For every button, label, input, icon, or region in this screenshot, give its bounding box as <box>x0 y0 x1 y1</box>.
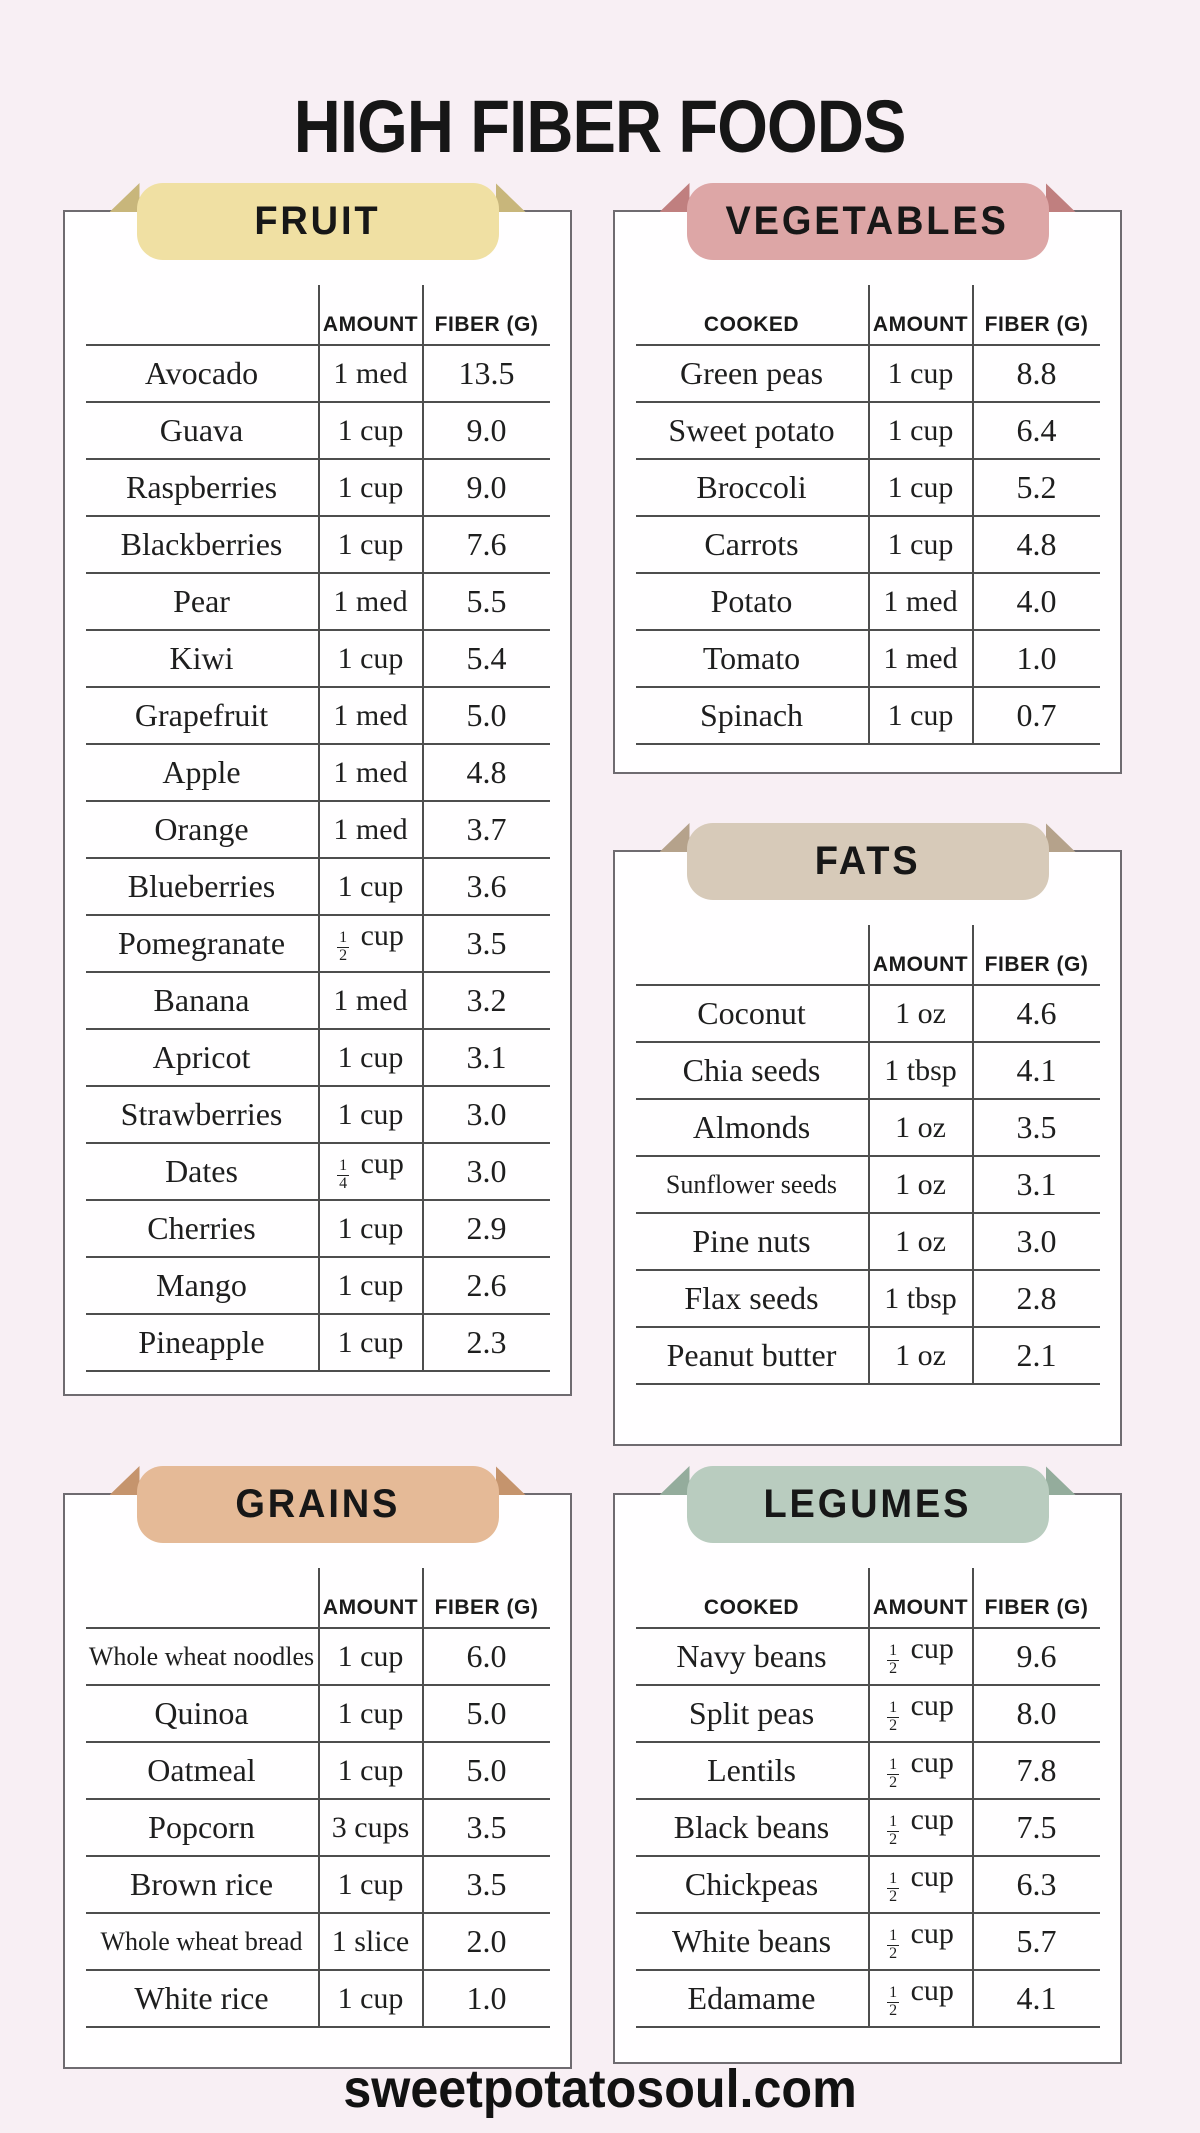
food-name: Pomegranate <box>86 915 319 972</box>
food-amount: 1 med <box>869 630 973 687</box>
fats-card <box>613 839 1122 1446</box>
food-fiber: 2.6 <box>423 1257 550 1314</box>
col-header-fiber: FIBER (G) <box>973 925 1100 985</box>
food-amount: 1 cup <box>319 1970 423 2027</box>
food-name: Lentils <box>636 1742 869 1799</box>
food-name: Quinoa <box>86 1685 319 1742</box>
table-row <box>636 630 1100 687</box>
fats-table <box>636 925 1100 1385</box>
grains-card <box>63 1482 572 2069</box>
food-amount: 1 cup <box>319 1628 423 1685</box>
table-row <box>86 345 550 402</box>
table-row <box>636 1970 1100 2027</box>
food-fiber: 4.6 <box>973 985 1100 1042</box>
table-row <box>86 1314 550 1371</box>
food-fiber: 5.0 <box>423 1742 550 1799</box>
fraction-one-half: $\frac{1}{2}$ <box>889 1642 898 1677</box>
food-amount: 1 med <box>869 573 973 630</box>
food-name: Carrots <box>636 516 869 573</box>
table-row <box>86 915 550 972</box>
food-fiber: 4.8 <box>973 516 1100 573</box>
table-row <box>636 1799 1100 1856</box>
food-name: Chickpeas <box>636 1856 869 1913</box>
food-name: Sweet potato <box>636 402 869 459</box>
fruit-table <box>86 285 550 1372</box>
header-row <box>86 1568 550 1628</box>
food-name: White beans <box>636 1913 869 1970</box>
food-name: Potato <box>636 573 869 630</box>
food-fiber: 8.8 <box>973 345 1100 402</box>
food-name: Edamame <box>636 1970 869 2027</box>
table-row <box>636 459 1100 516</box>
table-row <box>86 1856 550 1913</box>
table-row <box>636 345 1100 402</box>
food-amount: $\frac{1}{2}$ cup <box>869 1685 973 1742</box>
food-name: Split peas <box>636 1685 869 1742</box>
food-name: Blackberries <box>86 516 319 573</box>
food-amount: 1 oz <box>869 1213 973 1270</box>
food-fiber: 3.2 <box>423 972 550 1029</box>
header-row <box>86 285 550 345</box>
fruit-card <box>63 199 572 1396</box>
fruit-tab <box>137 183 499 260</box>
food-name: White rice <box>86 1970 319 2027</box>
tab-fold-right-icon <box>1046 183 1076 212</box>
col-header-fiber: FIBER (G) <box>423 1568 550 1628</box>
table-row <box>86 1086 550 1143</box>
food-fiber: 5.0 <box>423 1685 550 1742</box>
table-row <box>86 1742 550 1799</box>
food-fiber: 7.6 <box>423 516 550 573</box>
food-fiber: 9.0 <box>423 459 550 516</box>
food-amount: $\frac{1}{2}$ cup <box>869 1856 973 1913</box>
table-row <box>86 630 550 687</box>
food-fiber: 3.5 <box>423 915 550 972</box>
tab-fold-right-icon <box>1046 1466 1076 1495</box>
tab-fold-right-icon <box>496 1466 526 1495</box>
food-amount: 1 med <box>319 972 423 1029</box>
table-row <box>86 1913 550 1970</box>
food-name: Oatmeal <box>86 1742 319 1799</box>
food-amount: 1 cup <box>869 345 973 402</box>
col-header-amount: AMOUNT <box>869 285 973 345</box>
food-amount: 1 tbsp <box>869 1042 973 1099</box>
food-name: Blueberries <box>86 858 319 915</box>
food-fiber: 3.0 <box>423 1086 550 1143</box>
table-row <box>636 1856 1100 1913</box>
tab-fold-left-icon <box>110 1466 140 1495</box>
food-fiber: 6.3 <box>973 1856 1100 1913</box>
food-fiber: 3.6 <box>423 858 550 915</box>
food-fiber: 2.1 <box>973 1327 1100 1384</box>
table-row <box>636 1270 1100 1327</box>
food-fiber: 1.0 <box>973 630 1100 687</box>
table-row <box>86 858 550 915</box>
food-name: Dates <box>86 1143 319 1200</box>
col-header-amount: AMOUNT <box>319 285 423 345</box>
table-row <box>86 1257 550 1314</box>
food-fiber: 5.0 <box>423 687 550 744</box>
food-name: Tomato <box>636 630 869 687</box>
tab-fold-left-icon <box>660 183 690 212</box>
table-row <box>86 402 550 459</box>
food-amount: 1 cup <box>319 1257 423 1314</box>
food-fiber: 2.0 <box>423 1913 550 1970</box>
fraction-one-half: $\frac{1}{2}$ <box>889 1870 898 1905</box>
food-amount: $\frac{1}{2}$ cup <box>869 1970 973 2027</box>
food-amount: 1 cup <box>319 858 423 915</box>
website-url: sweetpotatosoul.com <box>343 2059 857 2119</box>
food-fiber: 3.1 <box>973 1156 1100 1213</box>
table-row <box>636 402 1100 459</box>
table-row <box>636 1742 1100 1799</box>
food-name: Flax seeds <box>636 1270 869 1327</box>
fraction-one-half: $\frac{1}{2}$ <box>339 929 348 964</box>
food-name: Apricot <box>86 1029 319 1086</box>
food-name: Navy beans <box>636 1628 869 1685</box>
food-fiber: 5.5 <box>423 573 550 630</box>
food-name: Mango <box>86 1257 319 1314</box>
food-name: Chia seeds <box>636 1042 869 1099</box>
table-row <box>636 1327 1100 1384</box>
table-row <box>636 573 1100 630</box>
fraction-one-half: $\frac{1}{2}$ <box>889 1813 898 1848</box>
header-row <box>636 925 1100 985</box>
col-header-fiber: FIBER (G) <box>423 285 550 345</box>
table-row <box>86 1628 550 1685</box>
food-fiber: 8.0 <box>973 1685 1100 1742</box>
food-amount: 1 med <box>319 687 423 744</box>
food-amount: 1 oz <box>869 985 973 1042</box>
fraction-one-quarter: $\frac{1}{4}$ <box>339 1157 348 1192</box>
food-fiber: 4.1 <box>973 1970 1100 2027</box>
food-amount: 1 slice <box>319 1913 423 1970</box>
header-row <box>636 285 1100 345</box>
header-row <box>636 1568 1100 1628</box>
food-amount: $\frac{1}{2}$ cup <box>869 1913 973 1970</box>
tab-fold-right-icon <box>1046 823 1076 852</box>
food-amount: $\frac{1}{2}$ cup <box>319 915 423 972</box>
food-amount: 1 tbsp <box>869 1270 973 1327</box>
fraction-one-half: $\frac{1}{2}$ <box>889 1756 898 1791</box>
food-fiber: 3.1 <box>423 1029 550 1086</box>
page-title: HIGH FIBER FOODS <box>294 84 906 168</box>
legumes-table <box>636 1568 1100 2028</box>
food-fiber: 13.5 <box>423 345 550 402</box>
tab-fold-left-icon <box>660 823 690 852</box>
fraction-one-half: $\frac{1}{2}$ <box>889 1699 898 1734</box>
food-name: Strawberries <box>86 1086 319 1143</box>
col-header-amount: AMOUNT <box>319 1568 423 1628</box>
food-fiber: 6.4 <box>973 402 1100 459</box>
legumes-tab <box>687 1466 1049 1543</box>
vegetables-card <box>613 199 1122 774</box>
food-name: Broccoli <box>636 459 869 516</box>
fraction-one-half: $\frac{1}{2}$ <box>889 1927 898 1962</box>
table-row <box>636 1913 1100 1970</box>
food-amount: 1 cup <box>319 1200 423 1257</box>
food-amount: 1 oz <box>869 1327 973 1384</box>
food-name: Sunflower seeds <box>636 1156 869 1213</box>
food-name: Whole wheat noodles <box>86 1628 319 1685</box>
col-header-cooked <box>86 1568 319 1628</box>
table-row <box>86 1799 550 1856</box>
table-row <box>86 744 550 801</box>
food-amount: 3 cups <box>319 1799 423 1856</box>
food-fiber: 7.5 <box>973 1799 1100 1856</box>
food-name: Raspberries <box>86 459 319 516</box>
table-row <box>86 801 550 858</box>
table-row <box>636 1042 1100 1099</box>
food-amount: $\frac{1}{4}$ cup <box>319 1143 423 1200</box>
food-name: Brown rice <box>86 1856 319 1913</box>
table-row <box>636 516 1100 573</box>
food-amount: 1 cup <box>319 630 423 687</box>
table-row <box>86 1143 550 1200</box>
food-amount: 1 cup <box>319 1314 423 1371</box>
food-fiber: 4.0 <box>973 573 1100 630</box>
food-amount: 1 cup <box>319 402 423 459</box>
table-row <box>636 1628 1100 1685</box>
food-fiber: 2.3 <box>423 1314 550 1371</box>
food-name: Black beans <box>636 1799 869 1856</box>
food-amount: 1 cup <box>869 516 973 573</box>
food-amount: 1 cup <box>869 459 973 516</box>
food-amount: 1 cup <box>869 402 973 459</box>
fraction-one-half: $\frac{1}{2}$ <box>889 1984 898 2019</box>
food-amount: 1 cup <box>869 687 973 744</box>
food-amount: 1 med <box>319 744 423 801</box>
table-row <box>86 687 550 744</box>
vegetables-table <box>636 285 1100 745</box>
tab-fold-left-icon <box>660 1466 690 1495</box>
fruit-tab-label: FRUIT <box>254 199 381 243</box>
food-name: Green peas <box>636 345 869 402</box>
food-amount: 1 oz <box>869 1156 973 1213</box>
food-amount: $\frac{1}{2}$ cup <box>869 1742 973 1799</box>
food-fiber: 3.5 <box>423 1856 550 1913</box>
fats-tab-label: FATS <box>814 839 921 883</box>
food-name: Popcorn <box>86 1799 319 1856</box>
table-row <box>86 573 550 630</box>
food-name: Avocado <box>86 345 319 402</box>
food-amount: 1 cup <box>319 1685 423 1742</box>
table-row <box>636 985 1100 1042</box>
food-name: Pine nuts <box>636 1213 869 1270</box>
food-fiber: 2.9 <box>423 1200 550 1257</box>
food-name: Pineapple <box>86 1314 319 1371</box>
food-name: Cherries <box>86 1200 319 1257</box>
food-fiber: 5.4 <box>423 630 550 687</box>
tab-fold-left-icon <box>110 183 140 212</box>
grains-tab-label: GRAINS <box>235 1482 400 1526</box>
food-amount: 1 cup <box>319 459 423 516</box>
grains-table <box>86 1568 550 2028</box>
food-amount: $\frac{1}{2}$ cup <box>869 1628 973 1685</box>
food-fiber: 0.7 <box>973 687 1100 744</box>
food-fiber: 3.5 <box>973 1099 1100 1156</box>
food-amount: 1 cup <box>319 516 423 573</box>
food-fiber: 3.5 <box>423 1799 550 1856</box>
food-fiber: 7.8 <box>973 1742 1100 1799</box>
table-row <box>636 1213 1100 1270</box>
food-fiber: 3.0 <box>973 1213 1100 1270</box>
tab-fold-right-icon <box>496 183 526 212</box>
table-row <box>86 1200 550 1257</box>
food-amount: $\frac{1}{2}$ cup <box>869 1799 973 1856</box>
col-header-fiber: FIBER (G) <box>973 1568 1100 1628</box>
food-fiber: 5.2 <box>973 459 1100 516</box>
col-header-cooked: COOKED <box>636 285 869 345</box>
vegetables-tab <box>687 183 1049 260</box>
table-row <box>636 1099 1100 1156</box>
food-name: Pear <box>86 573 319 630</box>
food-name: Kiwi <box>86 630 319 687</box>
table-row <box>86 459 550 516</box>
food-amount: 1 oz <box>869 1099 973 1156</box>
col-header-cooked <box>86 285 319 345</box>
food-fiber: 6.0 <box>423 1628 550 1685</box>
table-row <box>86 516 550 573</box>
food-fiber: 5.7 <box>973 1913 1100 1970</box>
food-fiber: 1.0 <box>423 1970 550 2027</box>
food-amount: 1 cup <box>319 1856 423 1913</box>
legumes-tab-label: LEGUMES <box>763 1482 972 1526</box>
table-row <box>636 687 1100 744</box>
food-fiber: 4.1 <box>973 1042 1100 1099</box>
table-row <box>86 1029 550 1086</box>
food-name: Grapefruit <box>86 687 319 744</box>
grains-tab <box>137 1466 499 1543</box>
food-name: Coconut <box>636 985 869 1042</box>
fats-tab <box>687 823 1049 900</box>
col-header-cooked: COOKED <box>636 1568 869 1628</box>
col-header-fiber: FIBER (G) <box>973 285 1100 345</box>
food-name: Almonds <box>636 1099 869 1156</box>
food-fiber: 9.0 <box>423 402 550 459</box>
table-row <box>86 1685 550 1742</box>
food-fiber: 2.8 <box>973 1270 1100 1327</box>
food-name: Spinach <box>636 687 869 744</box>
food-amount: 1 med <box>319 801 423 858</box>
food-amount: 1 cup <box>319 1086 423 1143</box>
table-row <box>86 972 550 1029</box>
food-amount: 1 med <box>319 573 423 630</box>
table-row <box>86 1970 550 2027</box>
food-fiber: 3.0 <box>423 1143 550 1200</box>
legumes-card <box>613 1482 1122 2064</box>
food-amount: 1 cup <box>319 1742 423 1799</box>
vegetables-tab-label: VEGETABLES <box>725 199 1010 243</box>
food-fiber: 9.6 <box>973 1628 1100 1685</box>
table-row <box>636 1685 1100 1742</box>
food-name: Guava <box>86 402 319 459</box>
food-name: Banana <box>86 972 319 1029</box>
food-amount: 1 med <box>319 345 423 402</box>
col-header-amount: AMOUNT <box>869 1568 973 1628</box>
food-name: Orange <box>86 801 319 858</box>
food-name: Apple <box>86 744 319 801</box>
food-fiber: 3.7 <box>423 801 550 858</box>
food-fiber: 4.8 <box>423 744 550 801</box>
food-amount: 1 cup <box>319 1029 423 1086</box>
food-name: Whole wheat bread <box>86 1913 319 1970</box>
table-row <box>636 1156 1100 1213</box>
food-name: Peanut butter <box>636 1327 869 1384</box>
col-header-cooked <box>636 925 869 985</box>
col-header-amount: AMOUNT <box>869 925 973 985</box>
